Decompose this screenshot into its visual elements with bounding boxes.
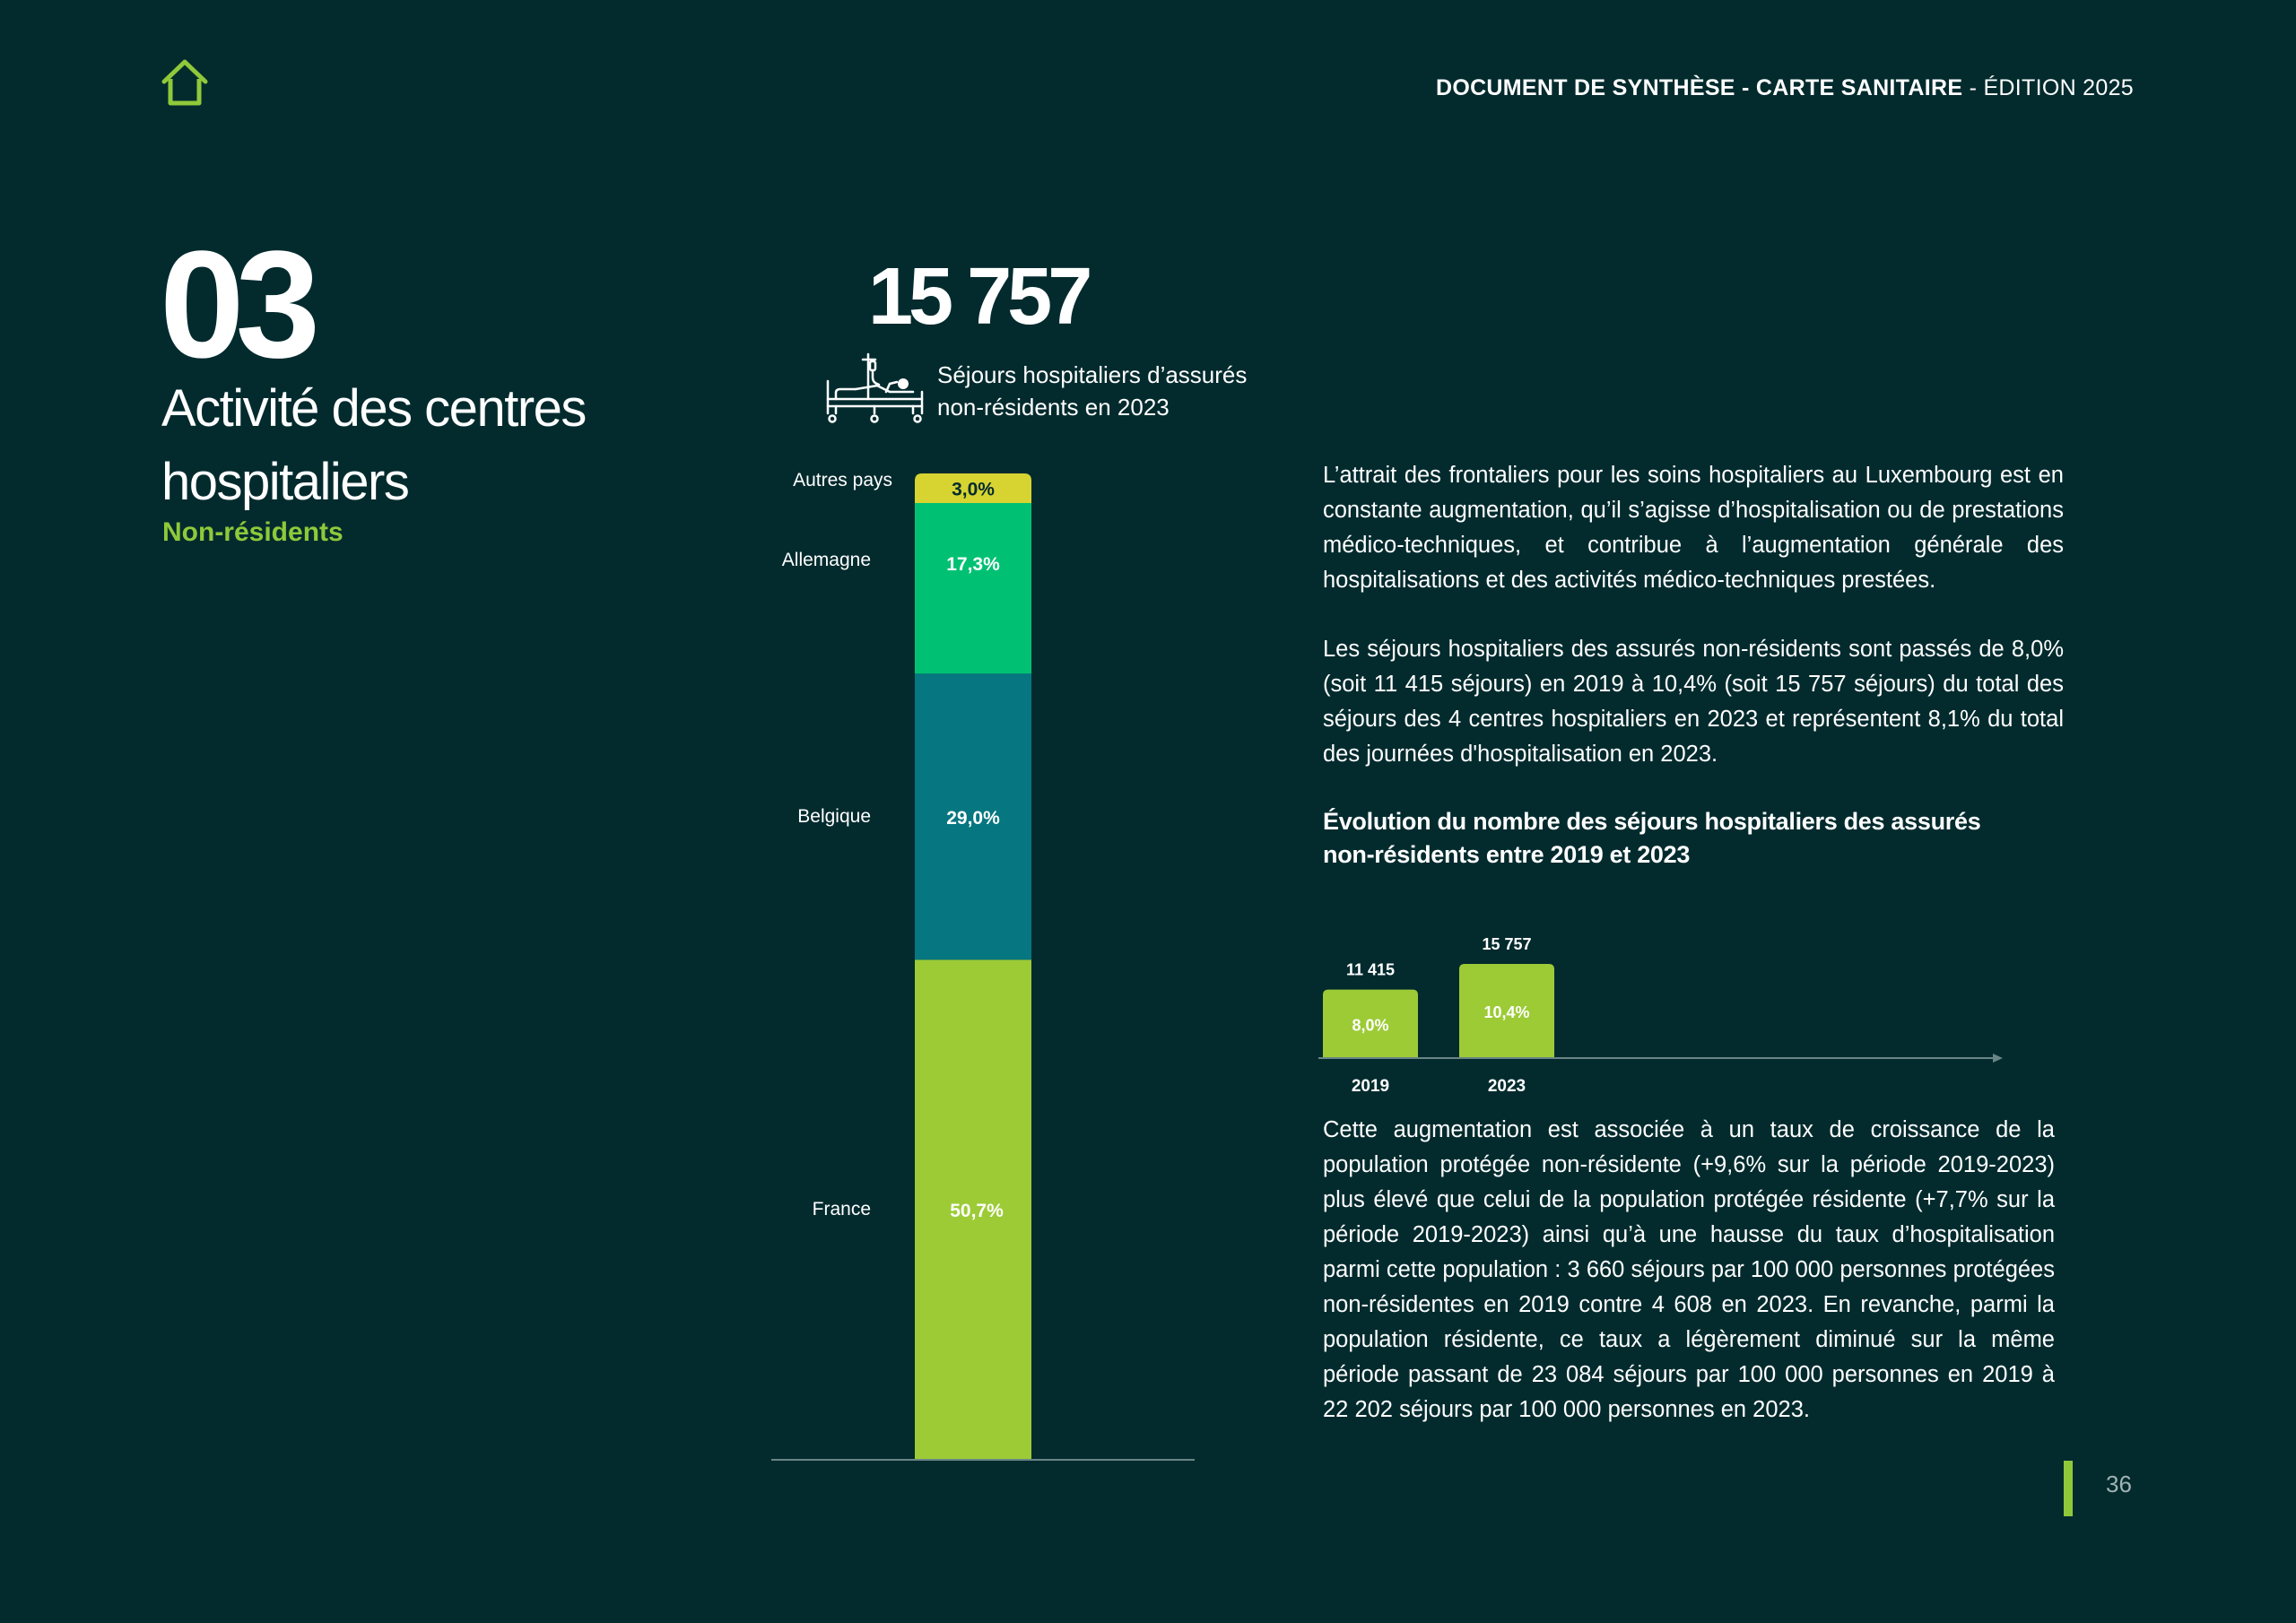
- kpi-label-line-1: Séjours hospitaliers d’assurés: [937, 361, 1248, 388]
- document-edition: - ÉDITION 2025: [1962, 75, 2134, 100]
- evolution-chart-title: Évolution du nombre des séjours hospitaliers des assurés non-résidents entre 2019 et 2023: [1323, 808, 1981, 868]
- stays-paragraph: Les séjours hospitaliers des assurés non-résidents sont passés de 8,0% (soit 11 415 séjours) en 2019 à 10,4% (soit 15 757 séjours) du total des séjours des 4 centres hospitaliers en 2023 et représentent 8,1% du total des journées d'hospitalisation en 2023.: [1323, 637, 2064, 767]
- segment-category-label: Belgique: [797, 805, 871, 827]
- axis-arrow-icon: [1993, 1054, 2003, 1063]
- country-stacked-bar-chart: [771, 466, 1202, 1467]
- section-number: 03: [160, 220, 312, 390]
- document-title: DOCUMENT DE SYNTHÈSE - CARTE SANITAIRE: [1435, 75, 1963, 100]
- year-tick-label: 2019: [1351, 1077, 1390, 1096]
- home-icon[interactable]: [160, 57, 210, 108]
- segment-value-label: 17,3%: [946, 554, 1000, 575]
- segment-value-label: 29,0%: [946, 807, 1000, 829]
- bar-share-label: 10,4%: [1483, 1003, 1530, 1021]
- kpi-label-line-2: non-résidents en 2023: [937, 394, 1170, 421]
- bar-segment-allemagne: [915, 503, 1031, 673]
- page-number: 36: [2106, 1471, 2132, 1497]
- bar-value-label: 11 415: [1345, 960, 1396, 979]
- segment-category-label: France: [812, 1199, 871, 1220]
- segment-value-label: 50,7%: [950, 1201, 1004, 1222]
- bar-value-label: 15 757: [1482, 935, 1532, 953]
- section-subtitle: Non-résidents: [162, 517, 344, 547]
- segment-value-label: 3,0%: [952, 479, 995, 500]
- hospital-bed-icon: [823, 352, 929, 424]
- growth-paragraph: Cette augmentation est associée à un taux de croissance de la population protégée non-résidente (+9,6% sur la période 2019-2023) plus élevé que celui de la population protégée résidente (+7,7% sur la période 2019-2023) ainsi qu’à une hausse du taux d’hospitalisation parmi cette population : 3 660 séjours par 100 000 personnes protégées non-résidentes en 2019 contre 4 608 en 2023. En revanche, parmi la population résidente, ce taux a légèrement diminué sur la même période passant de 23 084 séjours par 100 000 personnes en 2019 à 22 202 séjours par 100 000 personnes en 2023.: [1323, 1117, 2055, 1422]
- page-marker: [2064, 1461, 2073, 1516]
- segment-category-label: Allemagne: [781, 550, 871, 570]
- section-title: Activité des centres hospitaliers: [161, 379, 586, 511]
- kpi-value: 15 757: [868, 252, 1089, 342]
- document-header: [1436, 75, 2134, 101]
- intro-paragraph: L’attrait des frontaliers pour les soins hospitaliers au Luxembourg est en constante augmentation, qu’il s’agisse d’hospitalisation ou de prestations médico-techniques, et contribue à l’augmentation générale des hospitalisations et des activités médico-techniques prestées.: [1323, 463, 2064, 593]
- evolution-bar-chart: [1318, 928, 2018, 1098]
- year-tick-label: 2023: [1487, 1077, 1526, 1096]
- segment-category-label: Autres pays: [793, 470, 892, 490]
- kpi-label: [937, 359, 1247, 423]
- bar-share-label: 8,0%: [1352, 1016, 1389, 1035]
